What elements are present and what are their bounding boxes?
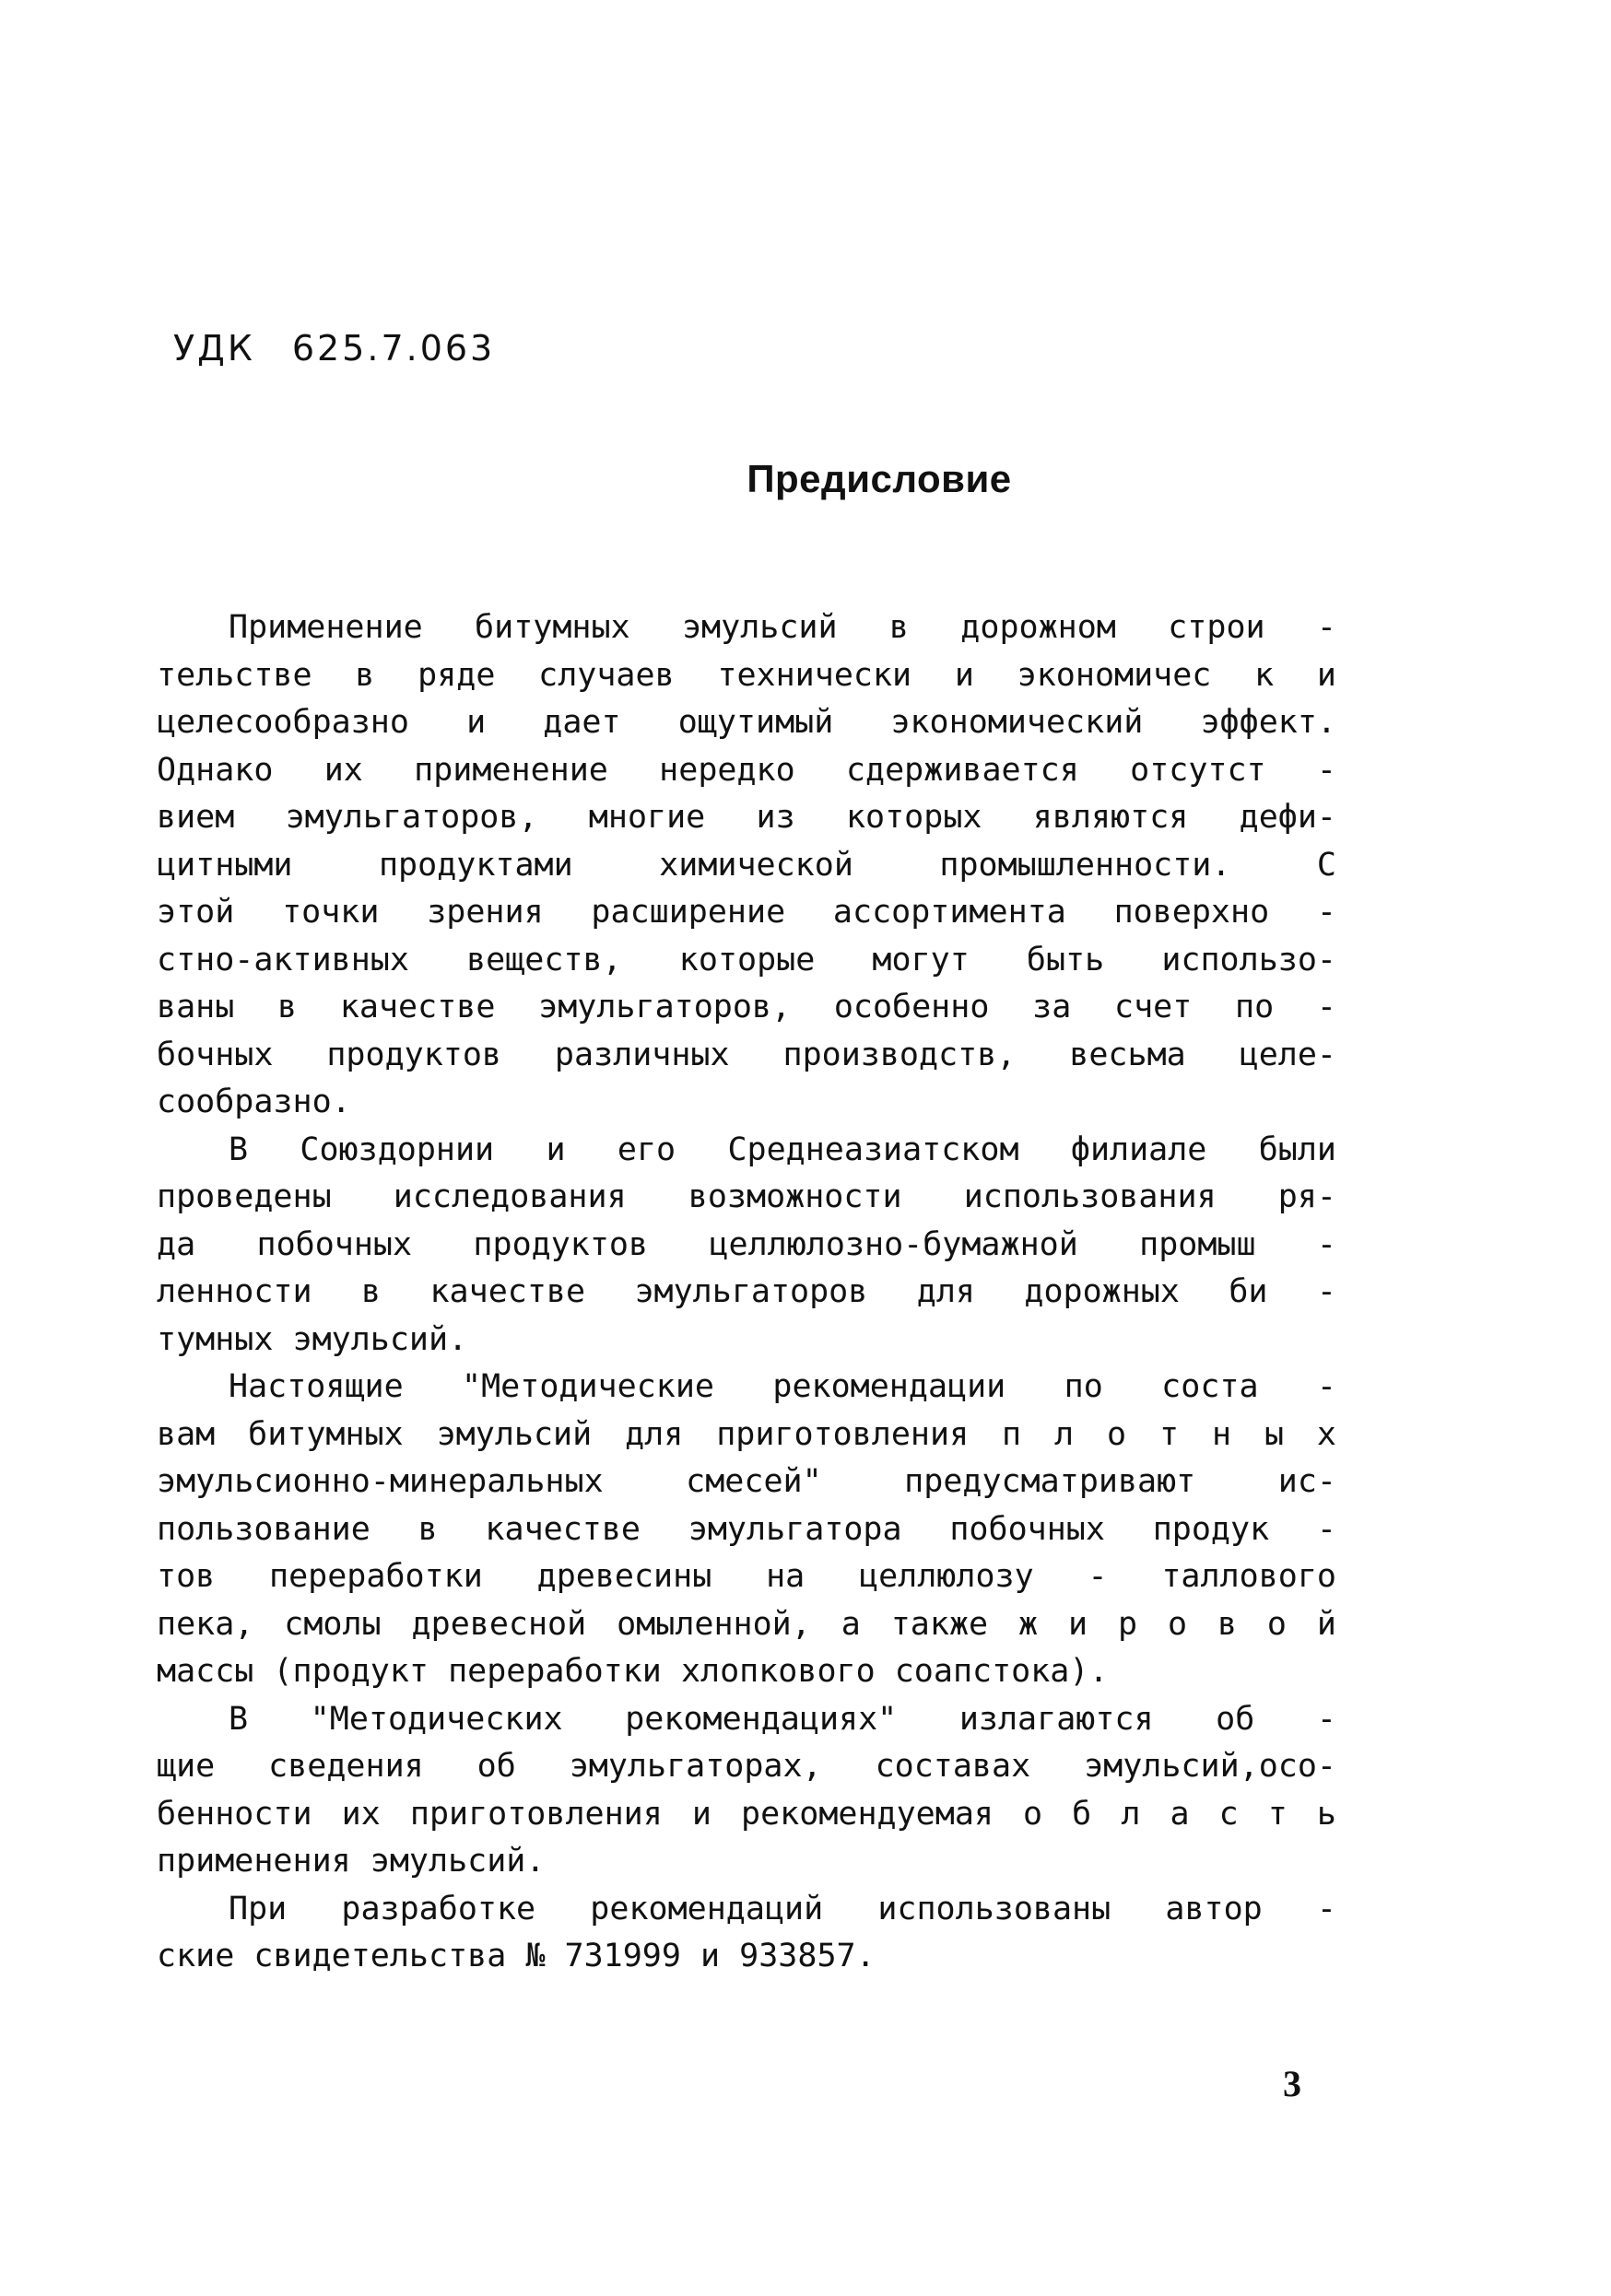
udk-label: УДК [173,328,255,369]
text-line: ленности в качестве эмульгаторов для дорожных би - [157,1273,1336,1310]
text-line: щие сведения об эмульгаторах, составах эмульсий,осо- [157,1748,1336,1785]
text-line: Настоящие "Методические рекомендации по соста - [229,1368,1336,1405]
text-line: вам битумных эмульсий для приготовления п л о т н ы х [157,1415,1336,1453]
text-line: массы (продукт переработки хлопкового соапстока). [157,1653,1109,1690]
text-line: да побочных продуктов целлюлозно-бумажной промыш - [157,1225,1336,1263]
text-line: эмульсионно-минеральных смесей" предусматривают ис- [157,1463,1336,1500]
text-line: В "Методических рекомендациях" излагаются об - [229,1700,1336,1738]
text-line: тельстве в ряде случаев технически и экономичес к и [157,656,1336,694]
text-line: Однако их применение нередко сдерживается отсутст - [157,751,1336,789]
text-line: Применение битумных эмульсий в дорожном строи - [229,609,1336,646]
text-line: сообразно. [157,1084,351,1120]
text-line: целесообразно и дает ощутимый экономический эффект. [157,704,1336,741]
text-line: цитными продуктами химической промышленности. С [157,846,1336,884]
text-line: тумных эмульсий. [157,1320,468,1358]
text-line: пользование в качестве эмульгатора побочных продук - [157,1510,1336,1548]
text-line: ваны в качестве эмульгаторов, особенно за счет по - [157,989,1336,1025]
text-line: бенности их приготовления и рекомендуемая о б л а с т ь [157,1795,1336,1833]
page-title: Предисловие [747,457,1012,500]
text-line: ские свидетельства № 731999 и 933857. [157,1938,876,1974]
text-line: этой точки зрения расширение ассортимента поверхно - [157,894,1336,931]
text-line: тов переработки древесины на целлюлозу - таллового [157,1558,1336,1595]
text-line: бочных продуктов различных производств, весьма целе- [157,1036,1336,1073]
text-line: вием эмульгаторов, многие из которых являются дефи- [157,799,1336,836]
preface-body [157,604,1336,1981]
udk-header [173,328,495,369]
text-line: проведены исследования возможности использования ря- [157,1178,1336,1215]
udk-code: 625.7.063 [291,328,496,369]
text-line: При разработке рекомендаций использованы автор - [229,1890,1336,1927]
text-line: В Союздорнии и его Среднеазиатском филиале были [229,1130,1336,1168]
text-line: пека, смолы древесной омыленной, а также ж и р о в о й [157,1605,1336,1643]
text-line: стно-активных веществ, которые могут быть использо- [157,941,1336,978]
page-number: 3 [1283,2063,1301,2104]
text-line: применения эмульсий. [157,1843,546,1880]
